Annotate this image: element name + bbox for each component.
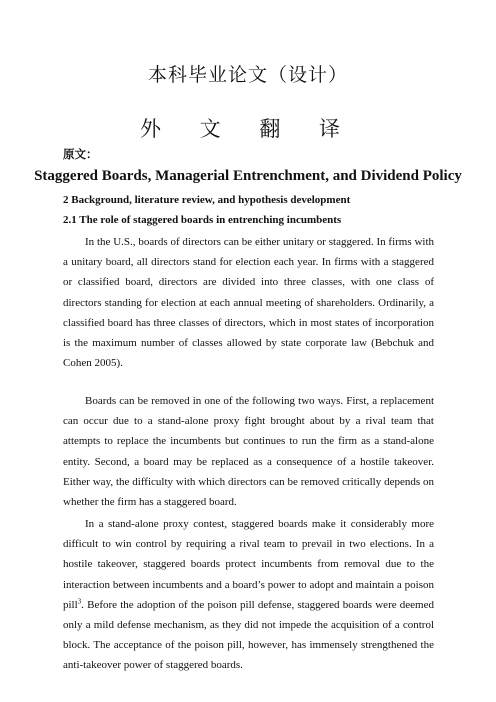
- section-heading: 2 Background, literature review, and hypothesis development: [63, 194, 351, 206]
- paragraph-3-text-a: In a stand-alone proxy contest, staggered boards make it considerably more difficult to win control by requiring a rival team to prevail in two elections. In a hostile takeover, staggered boards protect incumbents from removal due to the interaction between incumbents and a board’s power to adopt and maintain a poison pill: [63, 518, 434, 611]
- footnote-marker: 3: [77, 597, 82, 606]
- paragraph-3: [63, 514, 434, 676]
- subsection-heading: 2.1 The role of staggered boards in entrenching incumbents: [63, 214, 342, 226]
- translation-title: 外 文 翻 译: [139, 117, 357, 141]
- paragraph-2: Boards can be removed in one of the following two ways. First, a replacement can occur due to a stand-alone proxy fight brought about by a rival team that attempts to replace the incumbents but continues to run the firm as a stand-alone entity. Second, a board may be replaced as a consequence of a hostile takeover. Either way, the difficulty with which directors can be removed critically depends on whether the firm has a staggered board.: [63, 395, 434, 509]
- paper-title: Staggered Boards, Managerial Entrenchment, and Dividend Policy: [34, 168, 462, 184]
- paragraph-1: In the U.S., boards of directors can be either unitary or staggered. In firms with a unitary board, all directors stand for election each year. In firms with a staggered or classified board, directors are divided into three classes, with one class of directors standing for election at each annual meeting of shareholders. Ordinarily, a classified board has three classes of directors, which in most states of incorporation is the maximum number of classes allowed by state corporate law (Bebchuk and Cohen 2005).: [63, 236, 434, 370]
- original-text-label: 原文：: [63, 147, 98, 161]
- paragraph-3-text-b: . Before the adoption of the poison pill defense, staggered boards were deemed only a mild defense mechanism, as they did not impede the acquisition of a control block. The acceptance of the poison pill, however, has immensely strengthened the anti-takeover power of staggered boards.: [63, 598, 434, 672]
- thesis-title: 本科毕业论文（设计）: [147, 64, 348, 86]
